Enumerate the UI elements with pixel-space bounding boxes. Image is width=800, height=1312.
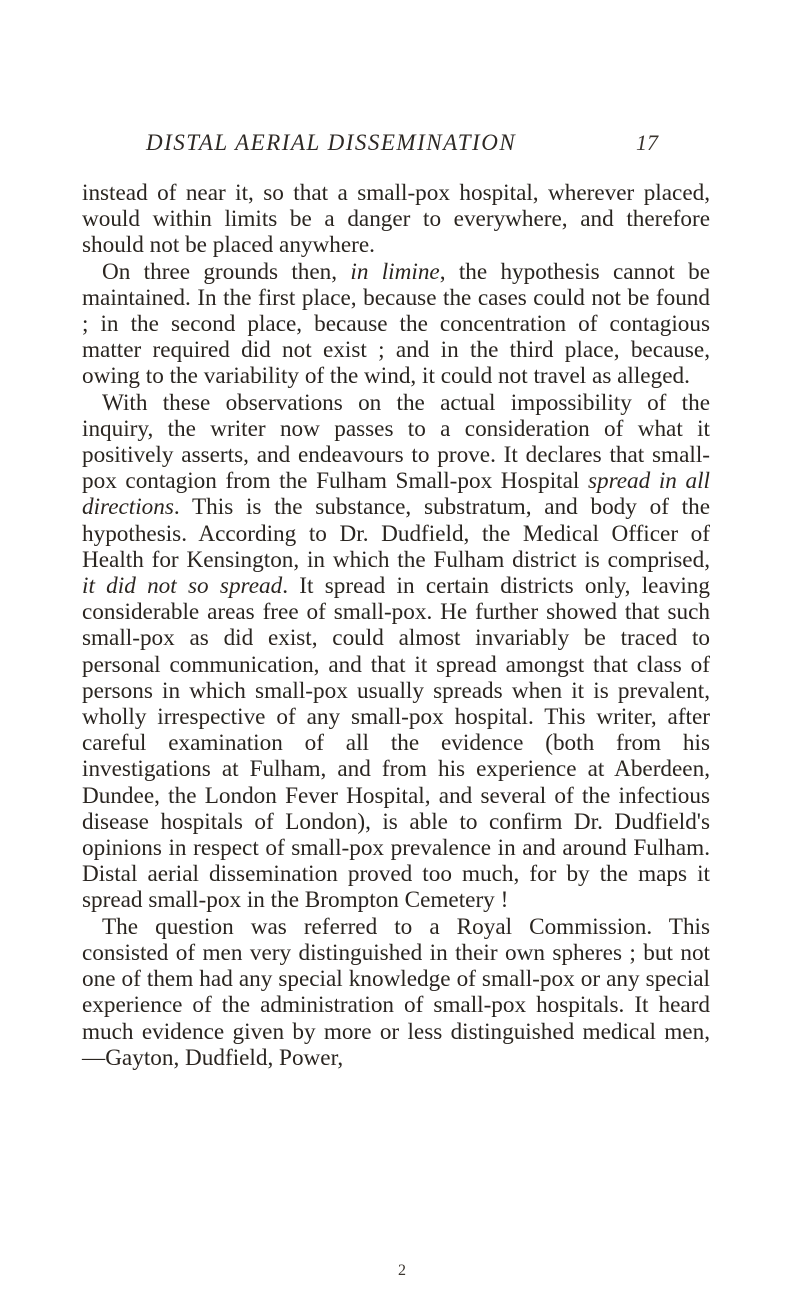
text-span: instead of near it, so that a small-pox hospital, wherever placed, would within limits be a danger to everywhere, and therefore should not be placed anywhere. (82, 180, 710, 259)
italic-span: in limine (350, 258, 440, 285)
body-text (82, 180, 710, 1071)
running-head (0, 130, 800, 160)
text-span: With these observations on the actual impossibility of the inquiry, the writer now passes to a consideration of what it positively asserts, and endeavours to prove. It declares that small-pox contagion from the Fulham Small-pox Hospital (82, 389, 710, 495)
text-span: , the hypothesis cannot be maintained. In the first place, because the cases could not be found ; in the second place, because the concentration of contagious matter required did not exist ; and in the third place, because, owing to the variability of the wind, it could not travel as alleged. (82, 258, 710, 390)
running-title: DISTAL AERIAL DISSEMINATION (146, 130, 517, 155)
signature-mark: 2 (398, 1262, 406, 1279)
text-span: . It spread in certain districts only, leaving considerable areas free of small-pox. He further showed that such small-pox as did exist, could almost invariably be traced to personal communication, and that it spread amongst that class of persons in which small-pox usually spreads when it is prevalent, wholly irrespective of any small-pox hospital. This writer, after careful examination of all the evidence (both from his investigations at Fulham, and from his experience at Aberdeen, Dundee, the London Fever Hospital, and several of the infectious disease hospitals of London), is able to confirm Dr. Dudfield's opinions in respect of small-pox prevalence in and around Fulham. Distal aerial dissemination proved too much, for by the maps it spread small-pox in the Brompton Cemetery ! (82, 573, 710, 914)
paragraph-2 (82, 259, 710, 390)
paragraph-4 (82, 914, 710, 1071)
paragraph-3 (82, 390, 710, 914)
italic-span: spread in all directions (82, 468, 710, 521)
page-number: 17 (636, 130, 658, 155)
italic-span: it did not so spread (82, 573, 283, 600)
text-span: The question was referred to a Royal Commission. This consisted of men very distinguished in their own spheres ; but not one of them had any special knowledge of small-pox or any special experience of the administration of small-pox hospitals. It heard much evidence given by more or less distinguished medical men,—Gayton, Dudfield, Power, (82, 913, 710, 1071)
paragraph-1 (82, 180, 710, 259)
text-span: On three grounds then, (102, 258, 351, 285)
text-span: . This is the substance, substratum, and body of the hypothesis. According to Dr. Dudfield, the Medical Officer of Health for Kensington, in which the Fulham district is comprised, (82, 494, 710, 573)
